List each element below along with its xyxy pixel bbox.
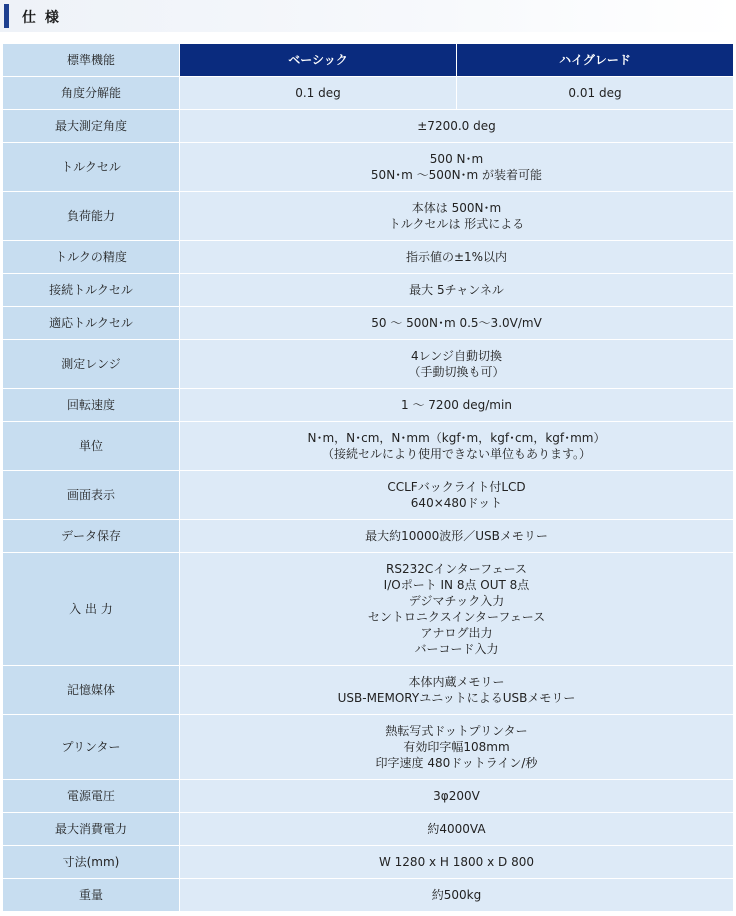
spec-value	[180, 666, 734, 715]
spec-value-line: トルクセルは 形式による	[388, 217, 525, 231]
spec-row	[3, 780, 734, 813]
spec-row-angle-resolution	[3, 77, 734, 110]
spec-row	[3, 274, 734, 307]
spec-label: 電源電圧	[3, 780, 180, 813]
spec-label: トルクの精度	[3, 241, 180, 274]
spec-value-line: 50N･m 〜500N･m が装着可能	[370, 168, 543, 182]
spec-value-line: N･m，N･cm，N･mm（kgf･m，kgf･cm，kgf･mm）	[307, 431, 606, 445]
spec-row	[3, 192, 734, 241]
spec-value	[180, 553, 734, 666]
spec-value-line: 印字速度 480ドットライン/秒	[375, 756, 538, 770]
spec-row	[3, 813, 734, 846]
spec-label: 接続トルクセル	[3, 274, 180, 307]
spec-table	[2, 43, 734, 912]
spec-label: 最大消費電力	[3, 813, 180, 846]
spec-value-line: 本体内蔵メモリー	[408, 675, 505, 689]
spec-header-row	[3, 44, 734, 77]
spec-value	[180, 879, 734, 912]
spec-row	[3, 143, 734, 192]
spec-value-line: I/Oポート IN 8点 OUT 8点	[383, 578, 530, 592]
spec-value-line: 3φ200V	[433, 789, 480, 803]
spec-row	[3, 241, 734, 274]
spec-value	[180, 110, 734, 143]
spec-label: 単位	[3, 422, 180, 471]
spec-value-line: 最大 5チャンネル	[409, 283, 504, 297]
spec-label: 記憶媒体	[3, 666, 180, 715]
spec-value	[180, 274, 734, 307]
spec-value-line: USB-MEMORYユニットによるUSBメモリー	[337, 691, 576, 705]
spec-row	[3, 846, 734, 879]
spec-value-line: （手動切換も可）	[408, 365, 505, 379]
spec-value-line: 500 N･m	[429, 152, 484, 166]
spec-row	[3, 307, 734, 340]
spec-value-line: 指示値の±1%以内	[405, 250, 508, 264]
spec-label: プリンター	[3, 715, 180, 780]
spec-label: 重量	[3, 879, 180, 912]
spec-value	[180, 192, 734, 241]
spec-label: 最大測定角度	[3, 110, 180, 143]
spec-header-label: 標準機能	[3, 44, 180, 77]
spec-value-line: 約4000VA	[427, 822, 486, 836]
spec-value-line: デジマチック入力	[408, 594, 505, 608]
spec-value-line: ±7200.0 deg	[417, 119, 496, 133]
spec-row	[3, 110, 734, 143]
spec-row	[3, 553, 734, 666]
spec-value-line: 1 〜 7200 deg/min	[401, 398, 512, 412]
spec-value-line: W 1280 x H 1800 x D 800	[378, 855, 534, 869]
spec-row	[3, 471, 734, 520]
spec-value	[180, 307, 734, 340]
spec-value-line: CCLFバックライト付LCD	[387, 480, 526, 494]
spec-row	[3, 666, 734, 715]
spec-value	[180, 389, 734, 422]
spec-value-line: 約500kg	[431, 888, 482, 902]
spec-value	[180, 780, 734, 813]
spec-value	[180, 241, 734, 274]
spec-value-line: 50 〜 500N･m 0.5〜3.0V/mV	[371, 316, 542, 330]
basic-value: 0.1 deg	[180, 77, 457, 110]
spec-value	[180, 715, 734, 780]
spec-label: トルクセル	[3, 143, 180, 192]
spec-value	[180, 340, 734, 389]
spec-value-line: 640×480ドット	[410, 496, 503, 510]
spec-value-line: 最大約10000波形／USBメモリー	[365, 529, 548, 543]
spec-label: 負荷能力	[3, 192, 180, 241]
spec-row	[3, 879, 734, 912]
section-header	[0, 0, 736, 32]
spec-value-line: （接続セルにより使用できない単位もあります。）	[321, 447, 592, 461]
spec-value	[180, 471, 734, 520]
spec-value-line: バーコード入力	[414, 642, 499, 656]
spec-label: 測定レンジ	[3, 340, 180, 389]
spec-label: 角度分解能	[3, 77, 180, 110]
spec-value	[180, 422, 734, 471]
spec-label: 寸法(mm)	[3, 846, 180, 879]
spec-value-line: RS232Cインターフェース	[386, 562, 527, 576]
spec-value	[180, 520, 734, 553]
highgrade-column-header: ハイグレード	[457, 44, 734, 77]
spec-label: データ保存	[3, 520, 180, 553]
spec-label: 回転速度	[3, 389, 180, 422]
basic-column-header: ベーシック	[180, 44, 457, 77]
spec-value-line: 熱転写式ドットプリンター	[385, 724, 528, 738]
spec-label: 入 出 力	[3, 553, 180, 666]
spec-value-line: アナログ出力	[420, 626, 493, 640]
spec-value-line: セントロニクスインターフェース	[367, 610, 546, 624]
spec-label: 画面表示	[3, 471, 180, 520]
section-title: 仕 様	[22, 10, 61, 26]
spec-value	[180, 143, 734, 192]
spec-row	[3, 715, 734, 780]
spec-value	[180, 846, 734, 879]
spec-row	[3, 389, 734, 422]
spec-value-line: 本体は 500N･m	[411, 201, 502, 215]
spec-row	[3, 422, 734, 471]
header-accent-bar	[4, 4, 9, 28]
highgrade-value: 0.01 deg	[457, 77, 734, 110]
spec-label: 適応トルクセル	[3, 307, 180, 340]
spec-row	[3, 520, 734, 553]
spec-value	[180, 813, 734, 846]
spec-value-line: 4レンジ自動切換	[410, 349, 503, 363]
spec-row	[3, 340, 734, 389]
spec-value-line: 有効印字幅108mm	[403, 740, 510, 754]
